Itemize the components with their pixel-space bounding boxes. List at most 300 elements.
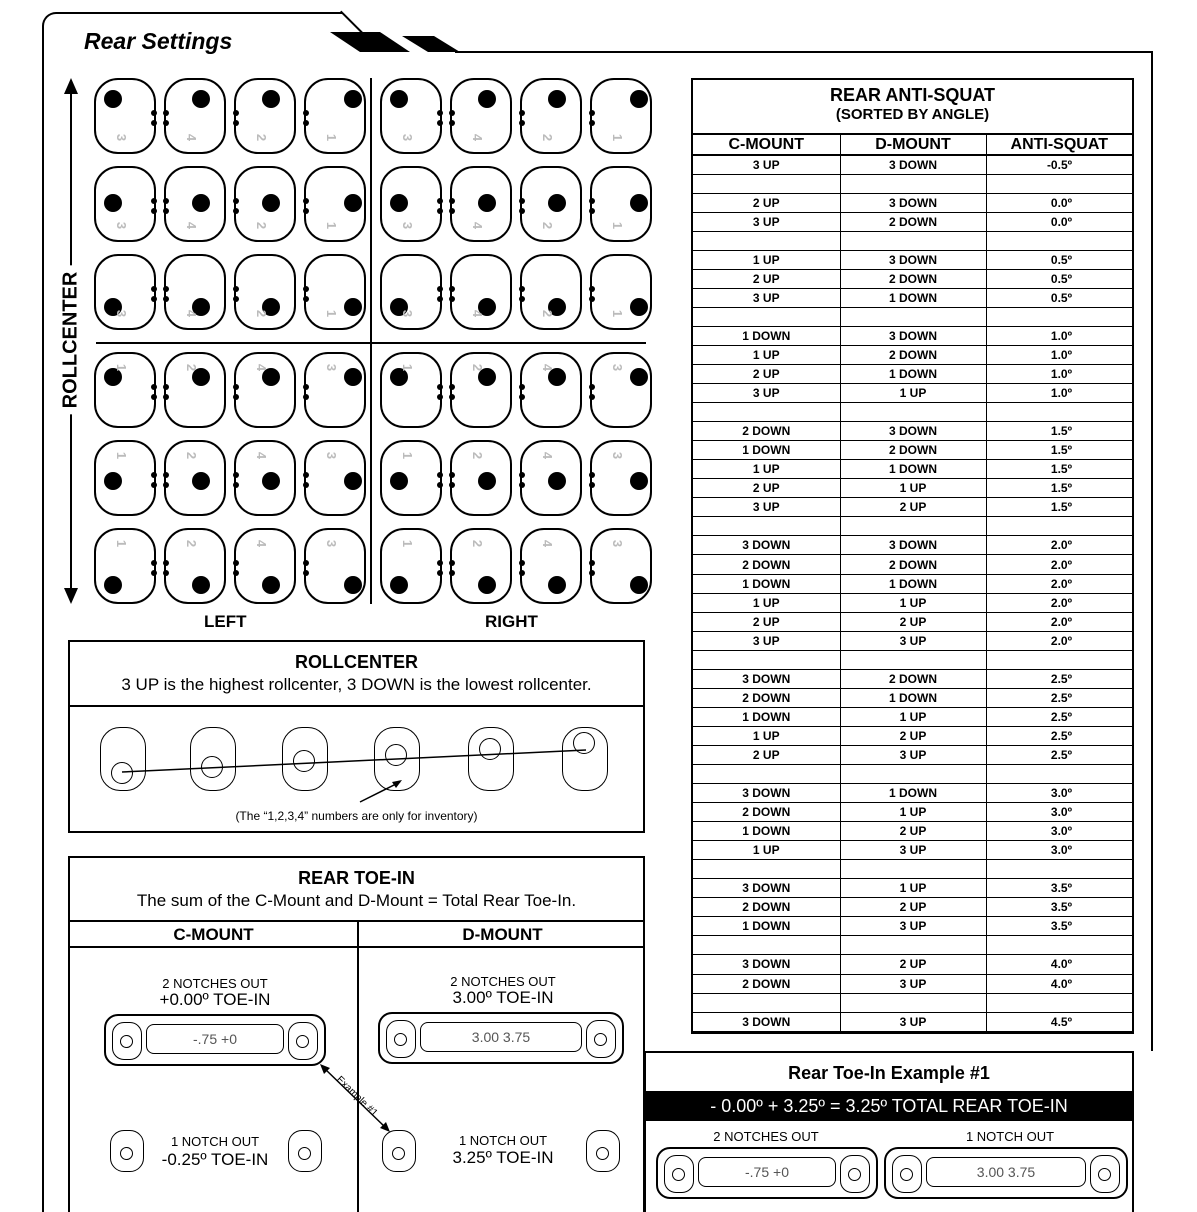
toe-d-mount-header: D-MOUNT — [462, 925, 543, 944]
pod-icon — [380, 166, 442, 242]
pod-notch — [589, 286, 595, 292]
c-mount-cell: 3 DOWN — [693, 1012, 840, 1031]
d-mount-cell: 3 UP — [840, 745, 986, 764]
d-mount-cell: 1 UP — [840, 879, 986, 898]
pod-icon — [520, 528, 582, 604]
pod-notch — [519, 394, 525, 400]
anti-squat-cell: 4.5º — [986, 1012, 1132, 1031]
pod-hole — [262, 472, 280, 490]
d-mount-cell: 1 DOWN — [840, 688, 986, 707]
pod-number: 3 — [610, 451, 626, 460]
spacer-cell — [693, 231, 840, 250]
spacer-row — [693, 993, 1132, 1012]
spacer-cell — [693, 174, 840, 193]
pod-notch — [163, 296, 169, 302]
pod-hole — [104, 194, 122, 212]
pod-notch — [589, 482, 595, 488]
d-mount-cell: 2 UP — [840, 955, 986, 974]
table-row — [693, 555, 1132, 574]
example-c-plate-text: -.75 +0 — [698, 1157, 836, 1187]
anti-squat-cell: 1.0º — [986, 365, 1132, 384]
d-mount-cell: 1 UP — [840, 593, 986, 612]
c-mount-cell: 1 DOWN — [693, 441, 840, 460]
d-mount-cell: 3 UP — [840, 1012, 986, 1031]
spacer-row — [693, 860, 1132, 879]
pod-notch — [233, 394, 239, 400]
c-mount-cell: 1 UP — [693, 460, 840, 479]
pod-hole — [390, 194, 408, 212]
pod-notch — [449, 110, 455, 116]
pod-hole — [104, 472, 122, 490]
table-row — [693, 212, 1132, 231]
c-mount-cell: 3 UP — [693, 288, 840, 307]
rollcenter-box — [68, 640, 645, 833]
pod-notch — [233, 482, 239, 488]
pod-hole — [548, 90, 566, 108]
anti-squat-cell: 4.0º — [986, 974, 1132, 993]
pod-icon — [450, 78, 512, 154]
pod-icon — [450, 352, 512, 428]
pod-notch — [437, 110, 443, 116]
pod-hole — [344, 576, 362, 594]
toe-c-mount-header: C-MOUNT — [173, 925, 254, 944]
toe-in-description: The sum of the C-Mount and D-Mount = Total Rear Toe-In. — [136, 891, 577, 910]
spacer-row — [693, 650, 1132, 669]
c-mount-cell: 3 DOWN — [693, 879, 840, 898]
c-bot-large-label: -0.25º TOE-IN — [161, 1150, 269, 1169]
pod-hole — [630, 194, 648, 212]
spacer-cell — [986, 517, 1132, 536]
pod-number: 1 — [114, 363, 130, 372]
page-title: Rear Settings — [84, 28, 233, 54]
pod-icon — [234, 528, 296, 604]
spacer-cell — [840, 517, 986, 536]
table-row — [693, 250, 1132, 269]
pod-number: 2 — [184, 451, 200, 460]
arrow-down-icon — [64, 588, 78, 604]
table-row — [693, 784, 1132, 803]
pod-notch — [449, 286, 455, 292]
spacer-cell — [693, 650, 840, 669]
table-row — [693, 498, 1132, 517]
pod-notch — [303, 570, 309, 576]
pod-number: 4 — [470, 309, 486, 318]
example-box — [644, 1051, 1134, 1212]
pod-icon — [590, 166, 652, 242]
anti-squat-cell: 3.5º — [986, 879, 1132, 898]
anti-squat-cell: 3.5º — [986, 898, 1132, 917]
table-row — [693, 593, 1132, 612]
table-row — [693, 365, 1132, 384]
anti-squat-cell: 2.0º — [986, 631, 1132, 650]
pod-number: 3 — [324, 539, 340, 548]
spacer-cell — [840, 860, 986, 879]
c-mount-cell: 2 UP — [693, 269, 840, 288]
c-mount-cell: 2 DOWN — [693, 555, 840, 574]
anti-squat-cell: 2.0º — [986, 555, 1132, 574]
anti-squat-cell: 2.5º — [986, 726, 1132, 745]
d-plate-text: 3.00 3.75 — [420, 1022, 582, 1052]
pod-notch — [519, 570, 525, 576]
example-right-label: 1 NOTCH OUT — [965, 1129, 1055, 1144]
pod-hole — [104, 576, 122, 594]
pod-icon — [304, 78, 366, 154]
pod-number: 4 — [254, 539, 270, 548]
pod-hole — [192, 576, 210, 594]
anti-squat-cell: 4.0º — [986, 955, 1132, 974]
example-c-plate — [656, 1147, 878, 1199]
pod-icon — [590, 528, 652, 604]
anti-squat-cell: 3.0º — [986, 841, 1132, 860]
c-mount-cell: 1 UP — [693, 726, 840, 745]
pod-notch — [589, 296, 595, 302]
table-row — [693, 822, 1132, 841]
pod-hole — [262, 576, 280, 594]
d-bot-large-label: 3.25º TOE-IN — [452, 1148, 554, 1167]
table-row — [693, 955, 1132, 974]
c-plate-text: -.75 +0 — [146, 1024, 284, 1054]
pod-number: 2 — [540, 221, 556, 230]
anti-squat-cell: 2.0º — [986, 593, 1132, 612]
spacer-cell — [693, 403, 840, 422]
pod-number: 1 — [114, 451, 130, 460]
pod-number: 3 — [610, 363, 626, 372]
pod-notch — [303, 120, 309, 126]
grid-left-label: LEFT — [204, 612, 247, 631]
pod-notch — [303, 394, 309, 400]
pod-icon — [520, 352, 582, 428]
pod-notch — [303, 286, 309, 292]
table-row — [693, 345, 1132, 364]
pod-notch — [303, 472, 309, 478]
pod-notch — [233, 120, 239, 126]
spacer-cell — [693, 860, 840, 879]
pod-hole — [630, 576, 648, 594]
d-mount-cell: 3 DOWN — [840, 155, 986, 174]
pod-hole — [548, 576, 566, 594]
pod-notch — [519, 110, 525, 116]
pod-hole — [344, 472, 362, 490]
d-mount-cell: 3 DOWN — [840, 326, 986, 345]
pod-icon — [164, 166, 226, 242]
arrow-up-icon — [64, 78, 78, 94]
spacer-cell — [986, 403, 1132, 422]
anti-squat-cell: 2.0º — [986, 574, 1132, 593]
pod-icon — [450, 440, 512, 516]
pod-notch — [437, 120, 443, 126]
pod-hole — [262, 194, 280, 212]
spacer-cell — [986, 765, 1132, 784]
d-top-small-label: 2 NOTCHES OUT — [450, 974, 556, 989]
pod-hole — [478, 472, 496, 490]
pod-number: 4 — [254, 363, 270, 372]
pod-notch — [163, 198, 169, 204]
grid-divider-vertical — [370, 78, 372, 604]
d-mount-cell: 2 UP — [840, 822, 986, 841]
spacer-row — [693, 517, 1132, 536]
pod-notch — [303, 560, 309, 566]
pod-hole — [630, 472, 648, 490]
c-mount-cell: 2 DOWN — [693, 803, 840, 822]
pod-notch — [449, 384, 455, 390]
spacer-cell — [840, 765, 986, 784]
table-row — [693, 460, 1132, 479]
pod-notch — [449, 570, 455, 576]
pod-notch — [437, 384, 443, 390]
pod-icon — [450, 166, 512, 242]
pod-hole — [262, 90, 280, 108]
rollcenter-axis-label: ROLLCENTER — [60, 266, 83, 415]
anti-squat-cell: 3.0º — [986, 784, 1132, 803]
anti-squat-cell: 1.0º — [986, 345, 1132, 364]
c-mount-cell: 1 DOWN — [693, 326, 840, 345]
spacer-cell — [693, 307, 840, 326]
c-mount-cell: 2 DOWN — [693, 422, 840, 441]
pod-hole — [344, 90, 362, 108]
table-row — [693, 841, 1132, 860]
pod-number: 4 — [470, 133, 486, 142]
pod-icon — [164, 254, 226, 330]
table-row — [693, 155, 1132, 174]
anti-squat-cell: 3.0º — [986, 803, 1132, 822]
example-arrow — [316, 1062, 396, 1136]
anti-squat-body — [693, 155, 1132, 1031]
pod-notch — [437, 394, 443, 400]
pod-notch — [589, 208, 595, 214]
anti-squat-cell: 1.5º — [986, 498, 1132, 517]
spacer-cell — [840, 650, 986, 669]
pod-notch — [449, 208, 455, 214]
anti-squat-cell: 1.0º — [986, 326, 1132, 345]
pod-number: 3 — [400, 221, 416, 230]
pod-number: 3 — [114, 309, 130, 318]
d-mount-cell: 1 DOWN — [840, 574, 986, 593]
d-mount-cell: 3 UP — [840, 917, 986, 936]
c-mount-cell: 2 UP — [693, 612, 840, 631]
pod-notch — [303, 296, 309, 302]
table-row — [693, 803, 1132, 822]
pod-notch — [233, 472, 239, 478]
pod-notch — [163, 394, 169, 400]
spacer-cell — [986, 650, 1132, 669]
pod-notch — [303, 198, 309, 204]
pod-icon — [450, 254, 512, 330]
table-row — [693, 1012, 1132, 1031]
pod-notch — [151, 384, 157, 390]
spacer-cell — [693, 765, 840, 784]
pod-notch — [163, 384, 169, 390]
d-mount-cell: 1 UP — [840, 803, 986, 822]
c-top-small-label: 2 NOTCHES OUT — [162, 976, 268, 991]
pod-notch — [589, 472, 595, 478]
example-left-label: 2 NOTCHES OUT — [713, 1129, 819, 1144]
d-mount-cell: 2 DOWN — [840, 212, 986, 231]
pod-notch — [449, 120, 455, 126]
c-mount-cell: 1 UP — [693, 593, 840, 612]
c-mount-cell: 3 UP — [693, 384, 840, 403]
table-row — [693, 326, 1132, 345]
pod-notch — [589, 394, 595, 400]
d-mount-cell: 1 UP — [840, 707, 986, 726]
pod-hole — [344, 368, 362, 386]
pod-notch — [449, 296, 455, 302]
pod-icon — [380, 78, 442, 154]
c-mount-cell: 2 DOWN — [693, 974, 840, 993]
c-mount-cell: 2 DOWN — [693, 898, 840, 917]
pod-notch — [303, 384, 309, 390]
pod-hole — [192, 90, 210, 108]
pod-icon — [234, 78, 296, 154]
table-row — [693, 574, 1132, 593]
pod-number: 4 — [184, 221, 200, 230]
grid-divider-horizontal — [96, 342, 646, 344]
c-mount-cell: 3 DOWN — [693, 669, 840, 688]
spacer-cell — [840, 936, 986, 955]
pod-number: 1 — [114, 539, 130, 548]
pod-hole — [390, 472, 408, 490]
spacer-cell — [986, 231, 1132, 250]
pod-notch — [519, 286, 525, 292]
pod-number: 4 — [540, 539, 556, 548]
pod-number: 4 — [540, 451, 556, 460]
c-mount-cell: 2 UP — [693, 193, 840, 212]
spacer-cell — [986, 860, 1132, 879]
pod-icon — [304, 254, 366, 330]
pod-number: 4 — [254, 451, 270, 460]
table-row — [693, 193, 1132, 212]
example-d-plate — [884, 1147, 1128, 1199]
pod-notch — [151, 110, 157, 116]
pod-notch — [151, 286, 157, 292]
anti-squat-table — [693, 133, 1132, 1032]
table-row — [693, 422, 1132, 441]
pod-icon — [304, 440, 366, 516]
pod-notch — [519, 120, 525, 126]
c-mount-cell: 1 DOWN — [693, 707, 840, 726]
pod-notch — [437, 472, 443, 478]
pod-notch — [151, 570, 157, 576]
pod-icon — [164, 78, 226, 154]
d-mount-cell: 1 UP — [840, 479, 986, 498]
pod-notch — [519, 482, 525, 488]
pod-notch — [163, 120, 169, 126]
anti-squat-cell: 2.0º — [986, 536, 1132, 555]
rollcenter-note: (The “1,2,3,4” numbers are only for inventory) — [235, 809, 478, 823]
pod-icon — [234, 440, 296, 516]
pod-notch — [519, 198, 525, 204]
spacer-cell — [840, 993, 986, 1012]
pod-number: 1 — [400, 539, 416, 548]
table-row — [693, 726, 1132, 745]
spacer-cell — [986, 307, 1132, 326]
pod-notch — [519, 296, 525, 302]
anti-squat-cell: 1.5º — [986, 479, 1132, 498]
d-mount-cell: 1 DOWN — [840, 460, 986, 479]
d-mount-plate — [378, 1012, 624, 1064]
pod-notch — [151, 198, 157, 204]
table-row — [693, 631, 1132, 650]
c-top-large-label: +0.00º TOE-IN — [159, 990, 271, 1009]
pod-number: 1 — [610, 221, 626, 230]
pod-notch — [163, 208, 169, 214]
frame-top-right — [455, 51, 1153, 53]
pod-notch — [151, 120, 157, 126]
d-mount-cell: 3 DOWN — [840, 250, 986, 269]
d-mount-cell: 3 UP — [840, 631, 986, 650]
pod-number: 4 — [184, 133, 200, 142]
pod-notch — [589, 560, 595, 566]
spacer-cell — [840, 231, 986, 250]
pod-number: 2 — [254, 133, 270, 142]
pod-icon — [234, 254, 296, 330]
example-tag: Example #1 — [333, 1074, 380, 1119]
pod-icon — [164, 352, 226, 428]
d-mount-cell: 1 UP — [840, 384, 986, 403]
grid-right-label: RIGHT — [485, 612, 538, 631]
pod-notch — [151, 472, 157, 478]
spacer-cell — [986, 993, 1132, 1012]
pod-notch — [589, 198, 595, 204]
pod-number: 2 — [540, 309, 556, 318]
table-row — [693, 688, 1132, 707]
c-mount-cell: 1 UP — [693, 841, 840, 860]
table-row — [693, 974, 1132, 993]
spacer-cell — [693, 993, 840, 1012]
toe-in-title: REAR TOE-IN — [298, 868, 415, 888]
anti-squat-cell: 2.5º — [986, 669, 1132, 688]
example-d-plate-text: 3.00 3.75 — [926, 1157, 1086, 1187]
pod-hole — [390, 576, 408, 594]
c-mount-cell: 3 DOWN — [693, 955, 840, 974]
anti-squat-cell: 3.0º — [986, 822, 1132, 841]
anti-squat-cell: 1.5º — [986, 441, 1132, 460]
pod-notch — [233, 570, 239, 576]
anti-squat-box — [691, 78, 1134, 1034]
pod-number: 3 — [324, 363, 340, 372]
spacer-row — [693, 231, 1132, 250]
pod-number: 1 — [610, 309, 626, 318]
anti-squat-cell: 2.0º — [986, 612, 1132, 631]
pod-icon — [520, 78, 582, 154]
spacer-row — [693, 936, 1132, 955]
d-bot-small-label: 1 NOTCH OUT — [458, 1133, 548, 1148]
d-mount-cell: 3 DOWN — [840, 422, 986, 441]
table-row — [693, 441, 1132, 460]
pod-notch — [233, 384, 239, 390]
pod-notch — [449, 560, 455, 566]
pod-number: 2 — [540, 133, 556, 142]
d-mount-cell: 2 DOWN — [840, 345, 986, 364]
table-row — [693, 269, 1132, 288]
example-title: Rear Toe-In Example #1 — [788, 1063, 990, 1083]
pod-hole — [344, 298, 362, 316]
d-mount-cell: 2 UP — [840, 498, 986, 517]
pod-number: 2 — [184, 539, 200, 548]
pod-notch — [151, 560, 157, 566]
pod-notch — [233, 198, 239, 204]
pod-notch — [437, 560, 443, 566]
pod-icon — [380, 254, 442, 330]
c-mount-cell: 3 DOWN — [693, 536, 840, 555]
col-header-d-mount: D-MOUNT — [840, 134, 986, 155]
c-mount-cell: 2 UP — [693, 745, 840, 764]
d-mount-cell: 1 DOWN — [840, 365, 986, 384]
pod-icon — [590, 254, 652, 330]
pod-notch — [437, 296, 443, 302]
table-row — [693, 384, 1132, 403]
anti-squat-subtitle: (SORTED BY ANGLE) — [835, 106, 990, 123]
pod-number: 1 — [610, 133, 626, 142]
